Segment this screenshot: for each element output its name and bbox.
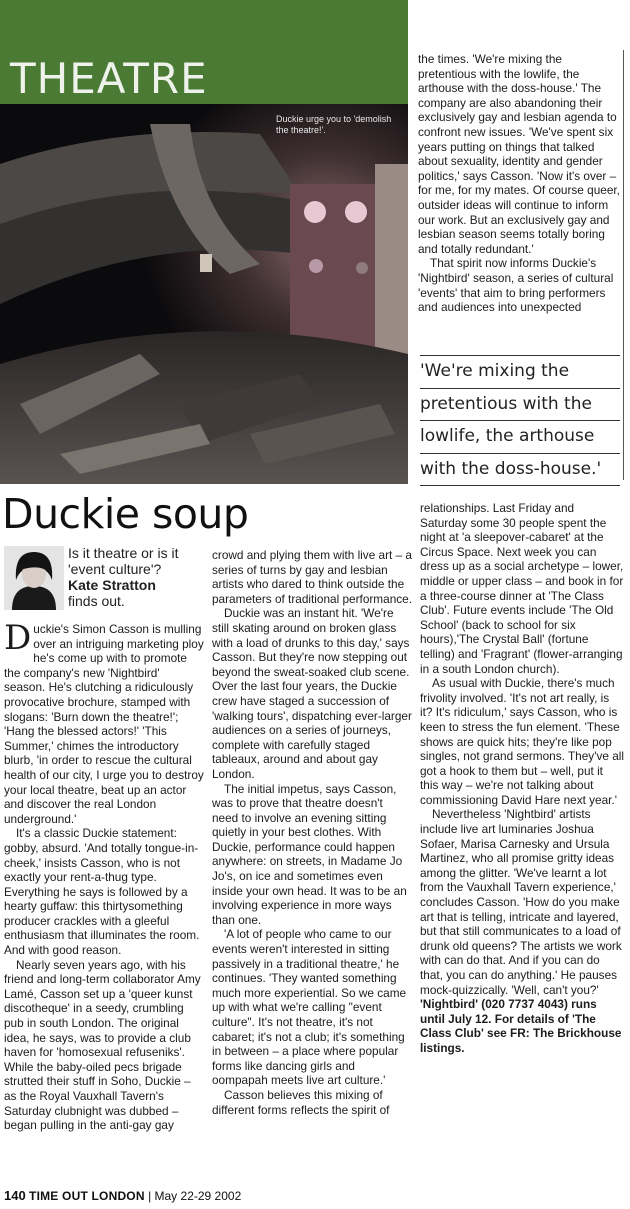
theatre-photo: [0, 104, 408, 484]
byline: [68, 577, 206, 609]
pull-quote: [420, 355, 620, 486]
paragraph: Nearly seven years ago, with his friend and long-term collaborator Amy Lamé, Casson set up a 'queer kunst discotheque' in a seedy, crumbling pub in south London. The original idea, he says, was to provide a club haven for 'homosexual refuseniks'. While the baby-oiled pecs brigade strutted their stuff in Soho, Duckie – as the Royal Vauxhall Tavern's Saturday clubnight was dubbed – began pulling in the anti-gay gay: [4, 957, 201, 1133]
drop-cap: D: [4, 618, 32, 658]
paragraph: It's a classic Duckie statement: gobby, absurd. 'And totally tongue-in-cheek,' insists Casson, who is not exactly your rent-a-thug type. Everything he says is followed by a hearty guffaw: this thirtysomething producer crackles with a gleeful enthusiasm that illuminates the room. And with good reason.: [4, 826, 200, 958]
pull-quote-line: pretentious with the: [420, 389, 620, 422]
column-rule: [623, 50, 624, 480]
magazine-name: TIME OUT LONDON: [29, 1189, 145, 1203]
standfirst-text: Is it theatre or is it 'event culture'?: [68, 545, 179, 577]
column-top-right: [418, 52, 622, 315]
paragraph: That spirit now informs Duckie's 'Nightbird' season, a series of cultural 'events' that aim to bring performers and audiences into unexpected: [418, 256, 614, 315]
derelict-theatre-image: [0, 104, 408, 484]
page-number: 140: [4, 1188, 26, 1203]
author-name: Kate Stratton: [68, 577, 156, 593]
author-photo: [4, 546, 64, 610]
paragraph: As usual with Duckie, there's much frivolity involved. 'It's not art really, is it? It's ridiculum,' says Casson, who is keen to stress the fun element. 'These shows are quick hits; they're like pop singles, not grand sermons. They've all got a hook to them but – well, put it this way – we're not talking about commissioning David Hare next year.': [420, 676, 624, 807]
standfirst: [68, 545, 206, 609]
pull-quote-line: with the doss-house.': [420, 454, 620, 487]
listing-info: 'Nightbird' (020 7737 4043) runs until July 12. For details of 'The Class Club' see FR: The Brickhouse listings.: [420, 997, 622, 1055]
section-label: THEATRE: [10, 54, 208, 103]
author-portrait-icon: [4, 546, 64, 610]
photo-caption: Duckie urge you to 'demolish the theatre!'.: [276, 114, 392, 135]
folio: [4, 1188, 241, 1203]
paragraph: The initial impetus, says Casson, was to prove that theatre doesn't need to involve an evening sitting quietly in your best clothes. With Duckie, performance could happen anywhere: on streets, in Madame Jo Jo's, on ice and sometimes even inside your own head. It was to be an involving experience in more ways than one.: [212, 781, 407, 927]
paragraph: crowd and plying them with live art – a series of turns by gay and lesbian artists who dared to think outside the parameters of traditional performance.: [212, 548, 412, 606]
byline-suffix: finds out.: [68, 593, 125, 609]
pull-quote-line: lowlife, the arthouse: [420, 421, 620, 454]
pull-quote-line: 'We're mixing the: [420, 355, 620, 389]
paragraph: Nevertheless 'Nightbird' artists include live art luminaries Joshua Sofaer, Marisa Carnesky and Ursula Martinez, who all promise gritty ideas among the glitter. 'We've learnt a lot from the Vauxhall Tavern experience,' concludes Casson. 'How do you make art that is telling, intricate and layered, but that still communicates to a load of drunk old queens? The artists we work with can do that. And if you can do that, you can do anything.' He pauses mock-quizzically. 'Well, can't you?': [420, 807, 622, 997]
paragraph: the times. 'We're mixing the pretentious with the lowlife, the arthouse with the doss-house.' The company are also abandoning their exclusively gay and lesbian agenda to confront new issues. 'We've spent six years putting on things that talked about sexuality, identity and gender politics,' says Casson. 'Now it's over – for me, for my mates. Of course queer, outsider ideas will continue to inform our work. But an exclusively gay and lesbian season seems totally boring and totally redundant.': [418, 52, 620, 256]
headline: Duckie soup: [2, 490, 249, 538]
column-right: [420, 501, 624, 1056]
paragraph: Duckie was an instant hit. 'We're still skating around on broken glass with a load of drunks to this day,' says Casson. But they're now stepping out beyond the sweat-soaked club scene. Over the last four years, the Duckie crew have staged a succession of 'walking tours', dispatching ever-larger audiences on a series of journeys, complete with carefully staged tableaux, around and about gay London.: [212, 606, 412, 781]
section-header-band: [0, 0, 408, 104]
paragraph: relationships. Last Friday and Saturday some 30 people spent the night at 'a sleepover-cabaret' at the Circus Space. Next week you can dress up as a social archetype – lower, middle or upper class – and book in for a three-course dinner at 'The Class Club'. Future events include 'The Old School' (back to school for six hours),'The Crystal Ball' (fortune telling) and 'Fragrant' (flower-arranging in a south London church).: [420, 501, 624, 676]
column-left: [4, 618, 204, 1133]
paragraph-lead-text: uckie's Simon Casson is mulling over an intriguing marketing ploy he's come up with to promote the company's new 'Nightbird' season. He's clutching a ridiculously provocative brochure, stamped with slogans: 'Burn down the theatre!'; 'Hang the blessed actors!' 'This Summer,' chimes the introductory blurb, 'in order to rescue the cultural health of our city, I urge you to destroy your local theatre, beat up an actor and discover the real London underground.': [4, 622, 204, 826]
paragraph: Casson believes this mixing of different forms reflects the spirit of: [212, 1087, 390, 1117]
issue-date: | May 22-29 2002: [148, 1189, 242, 1203]
paragraph-lead: [4, 618, 204, 826]
column-middle: [212, 548, 412, 1117]
paragraph: 'A lot of people who came to our events weren't interested in sitting passively in a traditional theatre,' he continues. 'They wanted something much more experiential. So we came up with what we're calling "event culture". It's not theatre, it's not cabaret; it's not a club; it's something in between – a place where popular forms like dancing girls and oompapah meets live art culture.': [212, 927, 407, 1088]
